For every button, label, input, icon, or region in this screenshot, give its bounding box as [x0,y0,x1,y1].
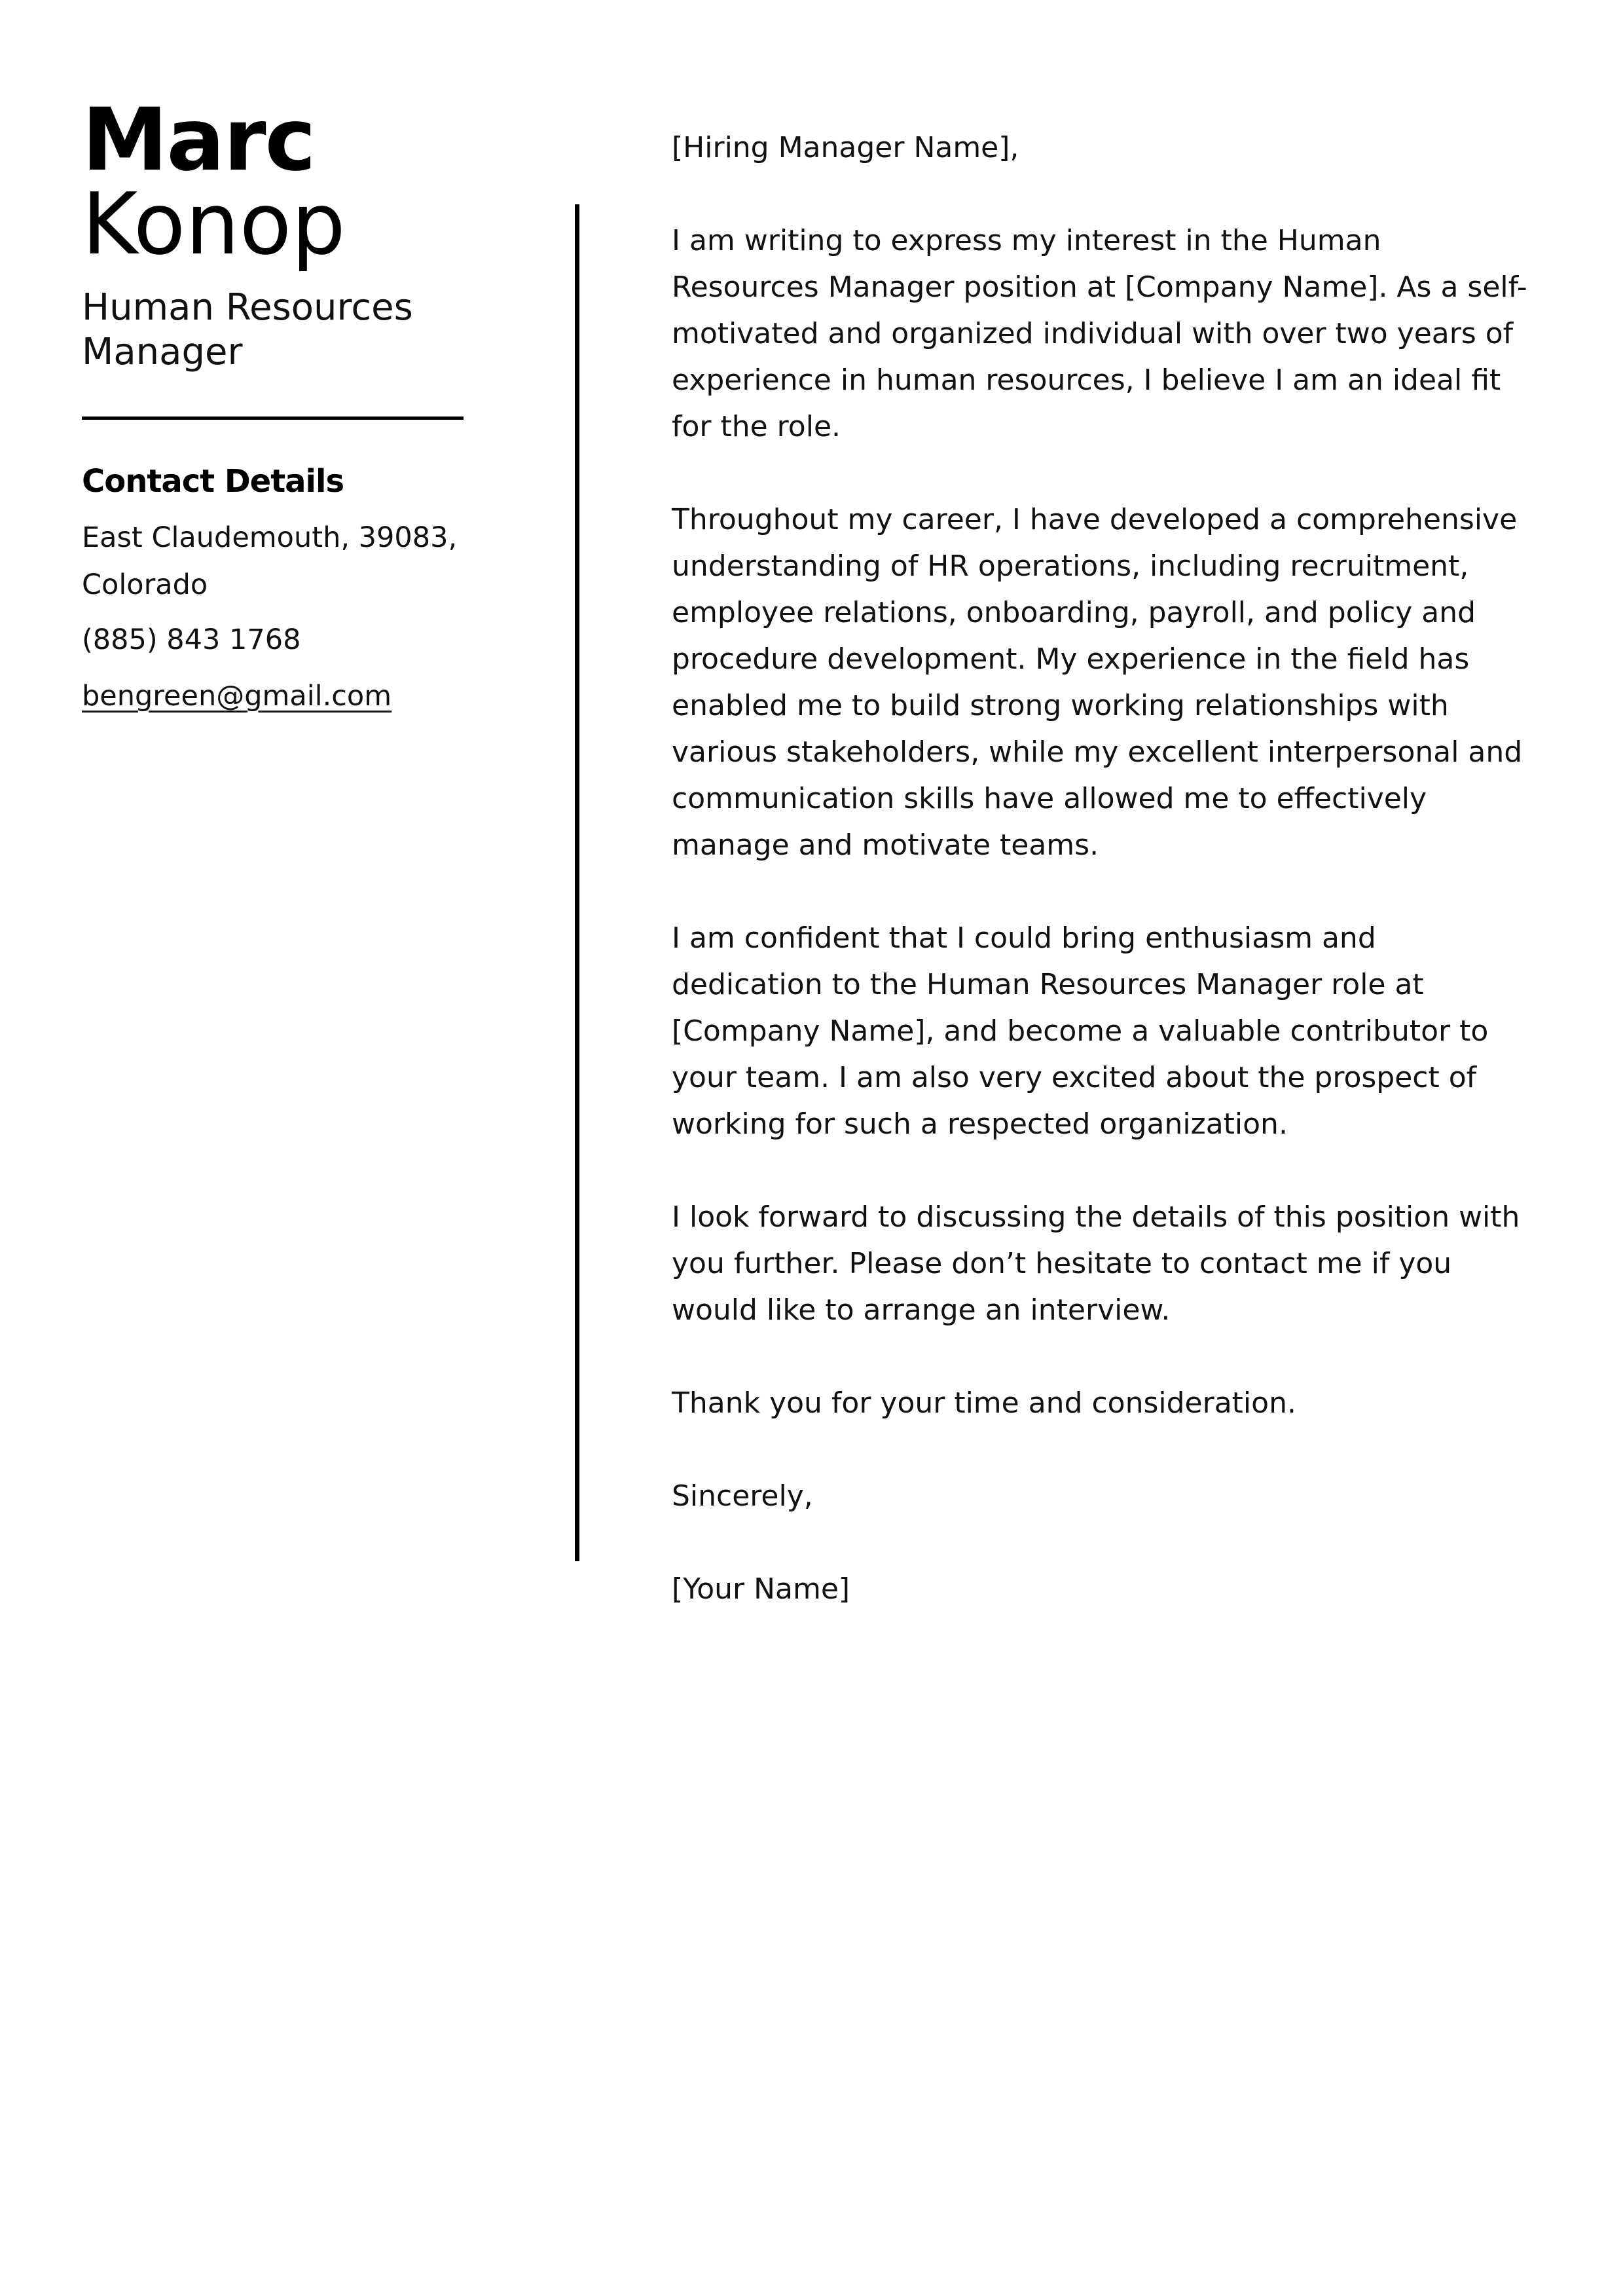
last-name: Konop [82,174,346,274]
job-title: Human Resources Manager [82,286,413,373]
letter-paragraph: Throughout my career, I have developed a comprehensive understanding of HR operations, including recruitment, employee relations, onboarding, payroll, and policy and procedure development. My experience in the field has enabled me to build strong working relationships with various stakeholders, while my excellent interpersonal and communication skills have allowed me to effectively manage and motivate teams. [672,503,1523,862]
letter-signature: [Your Name] [672,1572,850,1606]
applicant-name [82,90,488,274]
contact-heading: Contact Details [82,463,344,500]
letter-paragraph: I look forward to discussing the details of this position with you further. Please don’t hesitate to contact me if you would like to arrange an interview. [672,1200,1520,1327]
letter-paragraph: I am writing to express my interest in the Human Resources Manager position at [Company Name]. As a self-motivated and organized individual with over two years of experience in human resources, I believe I am an ideal fit for the role. [672,224,1527,443]
letter-closing: Sincerely, [672,1479,813,1513]
letter-body [672,124,1536,1612]
sidebar-divider [82,417,464,420]
contact-address: East Claudemouth, 39083, Colorado [82,521,458,601]
letter-paragraph: Thank you for your time and consideration. [672,1386,1296,1420]
vertical-divider [575,204,579,1561]
contact-phone: (885) 843 1768 [82,623,301,656]
sidebar [82,90,488,720]
letter-paragraph: I am confident that I could bring enthusiasm and dedication to the Human Resources Manager role at [Company Name], and become a valuable contributor to your team. I am also very excited about the prospect of working for such a respected organization. [672,921,1489,1141]
contact-email-link[interactable]: bengreen@gmail.com [82,680,392,713]
letter-salutation: [Hiring Manager Name], [672,131,1019,164]
first-name: Marc [82,90,315,191]
